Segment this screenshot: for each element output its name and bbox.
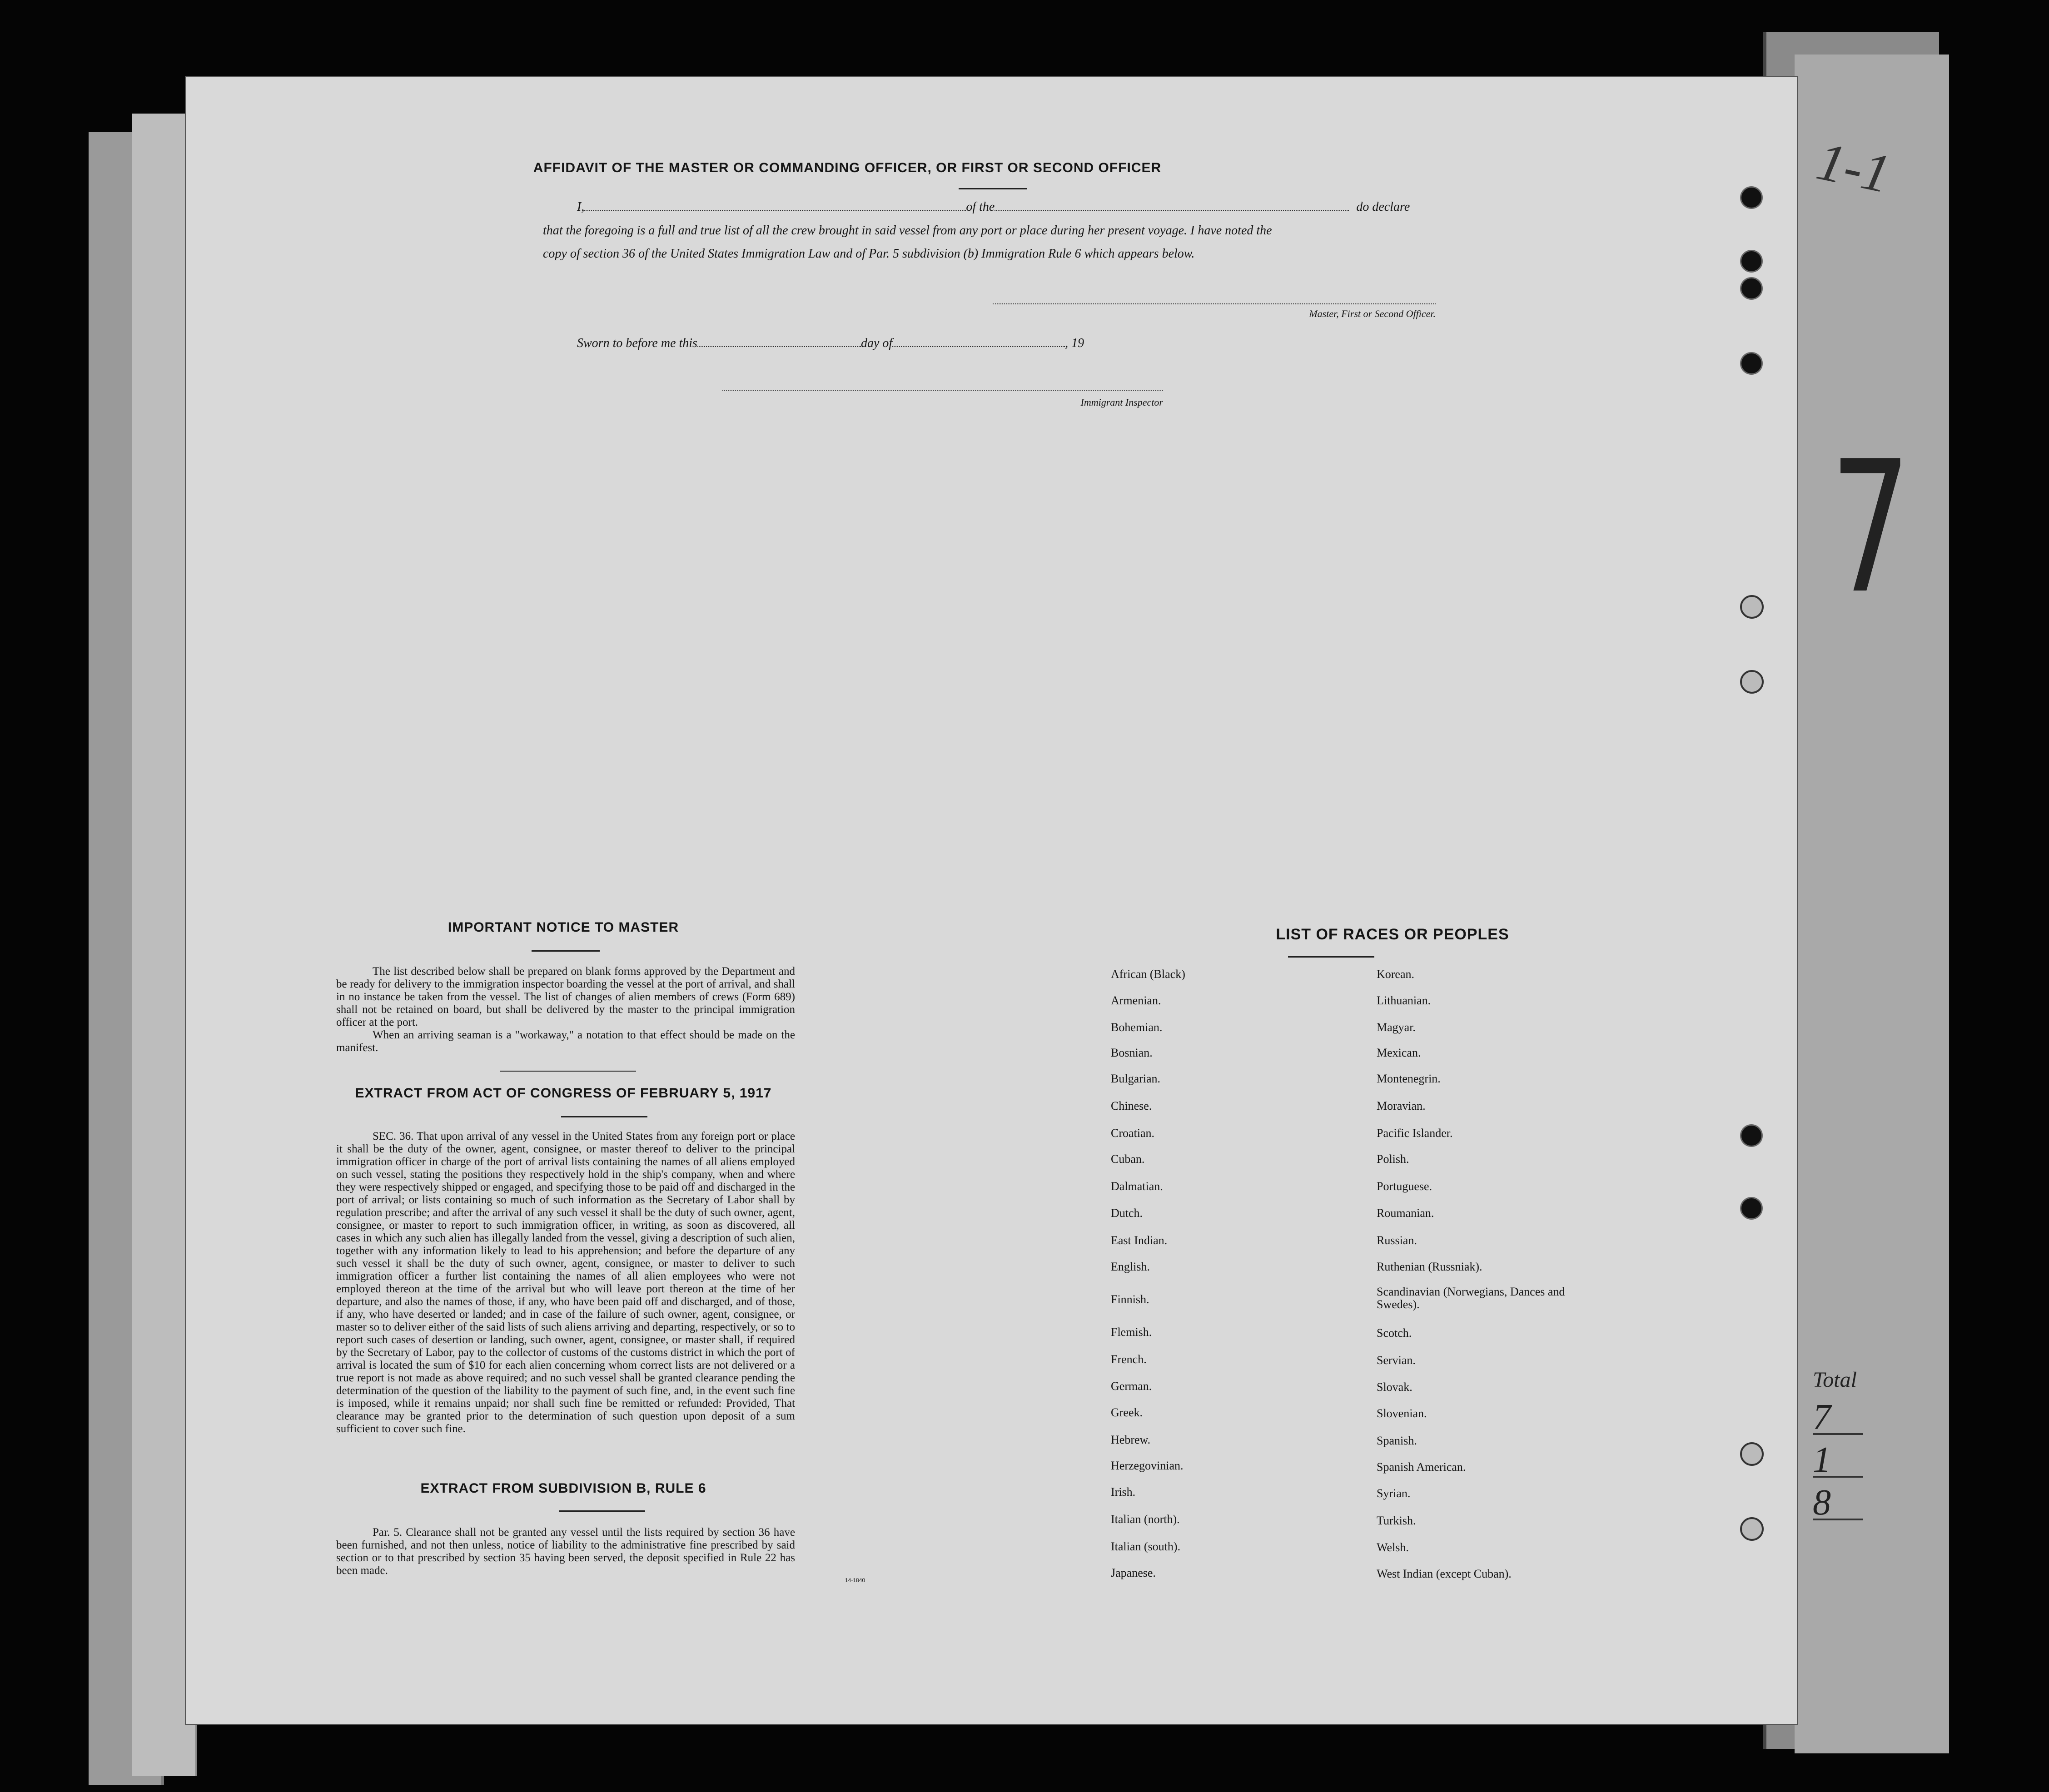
affidavit-declaration-line xyxy=(577,200,1622,214)
notice-paragraph-2: When an arriving seaman is a "workaway," a notation to that effect should be made on the manifest. xyxy=(336,1029,795,1054)
sworn-month-field[interactable] xyxy=(892,346,1065,347)
race-item: Italian (south). xyxy=(1111,1540,1181,1553)
do-declare-label: do declare xyxy=(1356,200,1410,214)
manifest-page xyxy=(186,77,1797,1724)
binder-hole xyxy=(1740,1442,1764,1466)
race-item: Bulgarian. xyxy=(1111,1072,1161,1085)
binder-hole xyxy=(1740,1124,1763,1147)
vessel-field[interactable] xyxy=(995,210,1349,211)
notice-paragraph-1: The list described below shall be prepared on blank forms approved by the Department and be ready for delivery to the immigration inspector boarding the vessel at the port of arrival, and shall in no instance be taken from the vessel. The list of changes of alien members of crews (Form 689) shall not be retained on board, but shall be delivered by the master to the principal immigration officer at the port. xyxy=(336,965,795,1028)
race-item: Cuban. xyxy=(1111,1152,1145,1166)
divider xyxy=(500,1071,636,1072)
form-number: 14-1840 xyxy=(845,1577,865,1584)
binder-hole xyxy=(1740,595,1764,619)
i-label: I, xyxy=(577,200,585,214)
affidavit-line-3: copy of section 36 of the United States Immigration Law and of Par. 5 subdivision (b) Immigration Rule 6 which appears below. xyxy=(543,247,1195,261)
inspector-signature-line[interactable] xyxy=(722,390,1163,391)
race-item: Finnish. xyxy=(1111,1293,1149,1306)
extract-act-body xyxy=(336,1130,795,1435)
sworn-prefix: Sworn to before me this xyxy=(577,336,697,350)
race-item: African (Black) xyxy=(1111,968,1185,981)
binder-hole xyxy=(1740,352,1763,375)
handwritten-big-number: 7 xyxy=(1830,422,1911,634)
binder-hole xyxy=(1740,670,1764,694)
divider xyxy=(559,1510,645,1512)
race-item: Armenian. xyxy=(1111,994,1161,1007)
handwritten-page-note: 1-1 xyxy=(1812,130,1896,205)
races-column-1 xyxy=(1111,968,1383,1579)
race-item: Flemish. xyxy=(1111,1325,1152,1339)
race-item: Spanish American. xyxy=(1377,1460,1466,1474)
race-item: Montenegrin. xyxy=(1377,1072,1441,1085)
divider xyxy=(532,950,600,952)
divider xyxy=(1288,956,1374,958)
race-item: Italian (north). xyxy=(1111,1513,1180,1526)
extract-rule-body xyxy=(336,1526,795,1577)
divider xyxy=(959,188,1027,189)
rule-6-text: Par. 5. Clearance shall not be granted any vessel until the lists required by section 36 have been furnished, and not then unless, notice of liability to the administrative fine prescribed by said section or to that prescribed by section 35 having been served, the deposit specified in Rule 22 has been made. xyxy=(336,1526,795,1577)
notice-body xyxy=(336,965,795,1054)
race-item: East Indian. xyxy=(1111,1234,1168,1247)
affidavit-line-2: that the foregoing is a full and true list of all the crew brought in said vessel from any port or place during her present voyage. I have noted the xyxy=(543,223,1272,238)
race-item: Greek. xyxy=(1111,1406,1143,1419)
notice-title: IMPORTANT NOTICE TO MASTER xyxy=(448,920,679,935)
race-item: Portuguese. xyxy=(1377,1180,1432,1193)
race-item: Russian. xyxy=(1377,1234,1417,1247)
sworn-day-field[interactable] xyxy=(697,346,861,347)
race-item: Dalmatian. xyxy=(1111,1180,1163,1193)
inspector-label: Immigrant Inspector xyxy=(1080,397,1163,408)
extract-act-title: EXTRACT FROM ACT OF CONGRESS OF FEBRUARY 5, 1917 xyxy=(355,1086,772,1101)
extract-rule-title: EXTRACT FROM SUBDIVISION B, RULE 6 xyxy=(420,1481,706,1496)
race-item: French. xyxy=(1111,1353,1147,1366)
race-item: Syrian. xyxy=(1377,1487,1411,1500)
total-label: Total xyxy=(1813,1368,1857,1392)
race-item: Korean. xyxy=(1377,968,1415,981)
race-item: Turkish. xyxy=(1377,1514,1416,1527)
race-item: West Indian (except Cuban). xyxy=(1377,1567,1512,1580)
race-item: Bohemian. xyxy=(1111,1021,1163,1034)
divider xyxy=(561,1116,647,1117)
race-item: Ruthenian (Russniak). xyxy=(1377,1260,1482,1273)
affidavit-title: AFFIDAVIT OF THE MASTER OR COMMANDING OFFICER, OR FIRST OR SECOND OFFICER xyxy=(533,160,1162,175)
binder-hole xyxy=(1740,277,1763,300)
race-item: Spanish. xyxy=(1377,1434,1417,1447)
race-item: Lithuanian. xyxy=(1377,994,1431,1007)
race-item: English. xyxy=(1111,1260,1150,1273)
year-label: , 19 xyxy=(1065,336,1084,350)
race-item: Hebrew. xyxy=(1111,1433,1151,1446)
race-item: Bosnian. xyxy=(1111,1046,1153,1059)
section-36-text: SEC. 36. That upon arrival of any vessel in the United States from any foreign port or place it shall be the duty of the owner, agent, consignee, or master thereof to deliver to the principal immigration officer in charge of the port of arrival lists containing the names of all aliens employed on such vessel, stating the positions they respectively hold in the ship's company, when and where they were respectively shipped or engaged, and specifying those to be paid off and discharged in the port of arrival; or lists containing so much of such information as the Secretary of Labor shall by regulation prescribe; and after the arrival of any such vessel it shall be the duty of such owner, agent, consignee, or master to report to such immigration officer, in writing, as soon as discovered, all cases in which any such alien has illegally landed from the vessel, giving a description of such alien, together with any information likely to lead to his apprehension; and before the departure of any such vessel it shall be the duty of such owner, agent, consignee, or master to deliver to such immigration officer a further list containing the names of all alien employees who were not employed thereon at the time of the arrival but who will leave port thereon at the time of her departure, and also the names of those, if any, who have been paid off and discharged, and of those, if any, who have deserted or landed; and in case of the failure of such owner, agent, consignee, or master so to deliver either of the said lists of such aliens arriving and departing, respectively, or so to report such cases of desertion or landing, such owner, agent, consignee, or master shall, if required by the Secretary of Labor, pay to the collector of customs of the customs district in which the port of arrival is located the sum of $10 for each alien concerning whom correct lists are not delivered or a true report is not made as above required; and no such vessel shall be granted clearance pending the determination of the question of the liability to the payment of such fine, and, in the event such fine is imposed, while it remains unpaid; nor shall such fine be remitted or refunded: Provided, That clearance may be granted prior to the determination of such question upon deposit of a sum sufficient to cover such fine. xyxy=(336,1130,795,1435)
total-value-3: 8 xyxy=(1813,1483,1831,1523)
margin-total-tally xyxy=(1813,1367,1863,1523)
binder-hole xyxy=(1740,186,1763,209)
of-the-label: of the xyxy=(966,200,995,214)
race-item: Pacific Islander. xyxy=(1377,1127,1453,1140)
sworn-line xyxy=(577,336,1258,351)
race-item: Scotch. xyxy=(1377,1326,1412,1340)
race-item: Mexican. xyxy=(1377,1046,1421,1059)
races-title: LIST OF RACES OR PEOPLES xyxy=(1276,926,1509,943)
race-item: Servian. xyxy=(1377,1354,1416,1367)
race-item: Scandinavian (Norwegians, Dances and Swedes). xyxy=(1377,1285,1565,1311)
signature-line[interactable] xyxy=(993,303,1436,304)
races-column-2 xyxy=(1377,968,1695,1581)
race-item: Japanese. xyxy=(1111,1566,1156,1579)
race-item: Dutch. xyxy=(1111,1206,1143,1220)
race-item: Chinese. xyxy=(1111,1099,1152,1112)
name-field[interactable] xyxy=(584,210,966,211)
race-item: Roumanian. xyxy=(1377,1206,1434,1220)
race-item: Irish. xyxy=(1111,1485,1136,1499)
binder-hole xyxy=(1740,1197,1763,1220)
race-item: Slovak. xyxy=(1377,1380,1412,1394)
binder-hole xyxy=(1740,1517,1764,1541)
signature-label: Master, First or Second Officer. xyxy=(1309,308,1436,319)
day-of-label: day of xyxy=(860,336,893,350)
race-item: Polish. xyxy=(1377,1152,1409,1166)
total-value-1: 7 xyxy=(1813,1397,1831,1437)
race-item: Slovenian. xyxy=(1377,1407,1427,1420)
race-item: German. xyxy=(1111,1380,1152,1393)
race-item: Magyar. xyxy=(1377,1021,1416,1034)
binder-hole xyxy=(1740,250,1763,273)
race-item: Welsh. xyxy=(1377,1541,1409,1554)
race-item: Herzegovinian. xyxy=(1111,1459,1184,1472)
total-value-2: 1 xyxy=(1813,1440,1831,1480)
race-item: Moravian. xyxy=(1377,1099,1426,1112)
race-item: Croatian. xyxy=(1111,1127,1155,1140)
